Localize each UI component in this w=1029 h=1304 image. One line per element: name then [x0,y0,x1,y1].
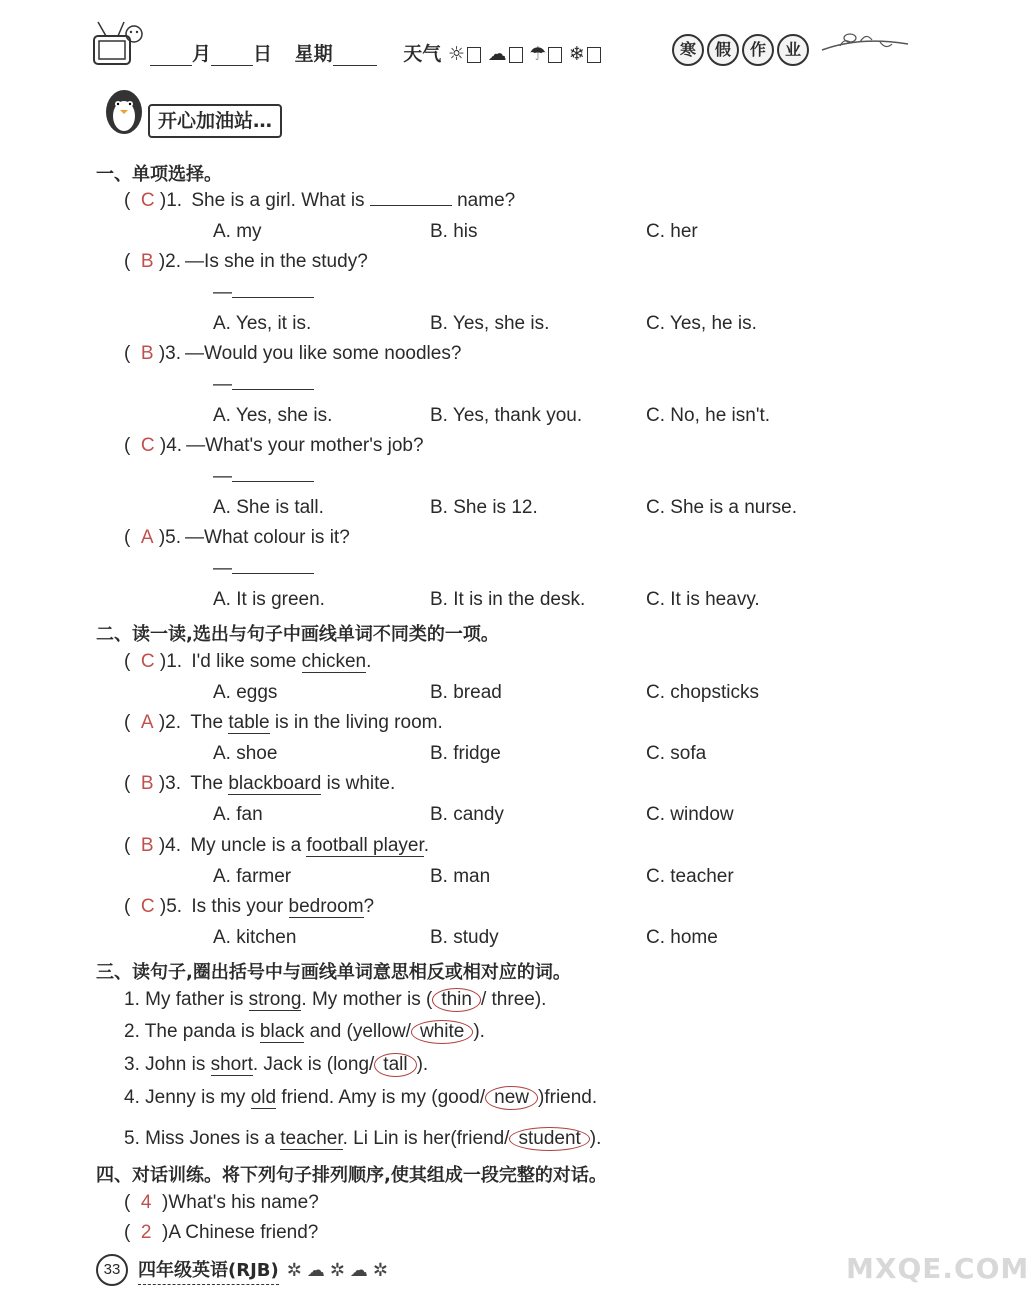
option-a[interactable]: A. fan [213,804,263,825]
s1-q2 [124,250,368,274]
day-blank[interactable] [211,47,253,66]
sentence-text-end: ). [473,1021,485,1042]
question-text: —What colour is it? [185,527,350,548]
section1-heading: 一、单项选择。 [96,164,222,185]
cloudy-icon: ☁ [487,43,507,65]
section2-heading: 二、读一读,选出与句子中画线单词不同类的一项。 [96,624,499,645]
question-text: Is this your [191,896,284,917]
underlined-word: bedroom [288,896,364,917]
option-b[interactable]: B. fridge [430,743,501,764]
penguin-icon [96,82,152,138]
day-label: 日 [253,43,273,65]
badge-char: 业 [777,34,809,66]
s2-q2 [124,711,443,735]
sentence-text: 3. John is [124,1054,206,1075]
option-c[interactable]: C. She is a nurse. [646,497,798,518]
answer-mark[interactable]: B [140,835,154,856]
sentence-text-mid: . My mother is ( [301,989,433,1010]
badge-char: 寒 [672,34,704,66]
order-number[interactable]: 2 [140,1222,152,1243]
option-c[interactable]: C. teacher [646,866,734,887]
question-text: She is a girl. What is [191,190,365,211]
cloudy-checkbox[interactable] [509,47,523,63]
underlined-word: old [250,1087,277,1108]
winter-homework-badges [672,34,812,66]
rain-checkbox[interactable] [548,47,562,63]
s3-line5 [124,1127,601,1151]
answer-mark[interactable]: B [140,343,154,364]
rain-icon: ☂ [529,43,547,65]
badge-char: 作 [742,34,774,66]
weekday-blank[interactable] [333,47,377,66]
answer-blank[interactable] [370,205,452,206]
answer-bracket: ( B [124,835,154,856]
question-text-end: . [366,651,372,672]
circled-answer[interactable]: white [411,1020,473,1044]
badge-char: 假 [707,34,739,66]
s4-line2 [124,1221,318,1245]
s1-q2-response [213,281,314,305]
s1-q4-response [213,465,314,489]
s3-line1 [124,988,546,1012]
sentence-text-end: ). [416,1054,429,1075]
tv-cartoon-icon [88,14,148,74]
question-number: )4. [159,435,183,456]
book-title: 四年级英语(RJB) [138,1256,279,1285]
circled-answer[interactable]: student [509,1127,589,1151]
option-a[interactable]: A. eggs [213,682,278,703]
s2-q4 [124,834,429,858]
option-a[interactable]: A. She is tall. [213,497,324,518]
question-text-end: . [423,835,430,856]
response-dash: — [213,558,232,579]
sentence-text: 2. The panda is [124,1021,255,1042]
option-a[interactable]: A. shoe [213,743,278,764]
option-a[interactable]: A. farmer [213,866,292,887]
answer-mark[interactable]: C [140,435,155,456]
s2-q1 [124,650,371,674]
question-text: —Is she in the study? [185,251,368,272]
s1-q3 [124,342,461,366]
response-blank[interactable] [232,481,314,482]
dialogue-text: )A Chinese friend? [162,1222,319,1243]
answer-mark[interactable]: C [140,651,155,672]
question-text: —What's your mother's job? [186,435,424,456]
weather-label: 天气 [403,43,442,65]
question-text-end: ? [363,896,375,917]
sentence-text-mid: . Jack is (long/ [252,1054,375,1075]
s4-line1 [124,1191,319,1215]
question-number: )3. [158,343,182,364]
sentence-text: 5. Miss Jones is a [124,1128,275,1149]
section4-heading: 四、对话训练。将下列句子排列顺序,使其组成一段完整的对话。 [96,1165,607,1186]
response-blank[interactable] [232,389,314,390]
underlined-word: football player [306,835,424,856]
footer [96,1254,388,1286]
answer-bracket: ( C [124,896,155,917]
answer-mark[interactable]: C [140,190,155,211]
answer-bracket: ( A [124,527,154,548]
sentence-text-mid: . Li Lin is her(friend/ [342,1128,510,1149]
s3-line4 [124,1086,597,1110]
option-b[interactable]: B. It is in the desk. [430,589,586,610]
response-blank[interactable] [232,297,314,298]
answer-bracket: ( C [124,651,155,672]
s1-q5-response [213,557,314,581]
option-a[interactable]: A. my [213,221,262,242]
order-number[interactable]: 4 [140,1192,152,1213]
answer-bracket: ( 2 [124,1222,152,1243]
question-text: —Would you like some noodles? [185,343,462,364]
question-number: )4. [158,835,182,856]
answer-bracket: ( A [124,712,154,733]
sentence-text-mid: and (yellow/ [309,1021,411,1042]
option-c[interactable]: C. home [646,927,718,948]
question-number: )5. [159,896,183,917]
sentence-text-end: ). [589,1128,602,1149]
page-number: 33 [96,1254,128,1286]
branch-bird-icon [820,26,910,66]
response-blank[interactable] [232,573,314,574]
circled-answer[interactable]: tall [374,1053,416,1077]
option-b[interactable]: B. Yes, thank you. [430,405,583,426]
answer-bracket: ( B [124,343,154,364]
month-blank[interactable] [150,47,192,66]
question-text-end: name? [457,190,516,211]
answer-bracket: ( C [124,435,155,456]
answer-bracket: ( B [124,251,154,272]
response-dash: — [213,282,232,303]
option-a[interactable]: A. Yes, it is. [213,313,312,334]
option-b[interactable]: B. man [430,866,491,887]
option-a[interactable]: A. It is green. [213,589,325,610]
branch-decoration [820,26,910,71]
option-a[interactable]: A. Yes, she is. [213,405,333,426]
response-dash: — [213,466,232,487]
option-c[interactable]: C. sofa [646,743,707,764]
s2-q5 [124,895,374,919]
s2-q3 [124,772,395,796]
sunny-icon: ☼ [447,43,465,65]
answer-mark[interactable]: B [140,773,154,794]
option-b[interactable]: B. candy [430,804,504,825]
sentence-text: 4. Jenny is my [124,1087,246,1108]
question-text: My uncle is a [190,835,302,856]
weekday-label: 星期 [294,43,333,65]
underlined-word: blackboard [228,773,322,794]
sentence-text-end: / three). [480,989,547,1010]
underlined-word: short [210,1054,253,1075]
underlined-word: table [228,712,270,733]
question-number: )3. [158,773,182,794]
question-text-end: is in the living room. [274,712,443,733]
dialogue-text: )What's his name? [162,1192,319,1213]
question-number: )1. [159,190,183,211]
response-dash: — [213,374,232,395]
sentence-text-end: )friend. [538,1087,598,1108]
underlined-word: strong [248,989,302,1010]
circled-answer[interactable]: new [485,1086,538,1110]
answer-mark[interactable]: C [140,896,155,917]
question-number: )2. [158,251,182,272]
answer-mark[interactable]: A [140,527,154,548]
banner-title: 开心加油站… [148,104,282,138]
question-text: The [190,773,224,794]
option-b[interactable]: B. Yes, she is. [430,313,550,334]
s1-q5 [124,526,350,550]
answer-mark[interactable]: B [140,251,154,272]
underlined-word: black [259,1021,305,1042]
watermark: MXQE.COM [846,1252,1029,1285]
option-c[interactable]: C. window [646,804,734,825]
s3-line3 [124,1053,428,1077]
underlined-word: teacher [280,1128,343,1149]
section3-heading: 三、读句子,圈出括号中与画线单词意思相反或相对应的词。 [96,962,571,983]
option-c[interactable]: C. No, he isn't. [646,405,771,426]
answer-bracket: ( C [124,190,155,211]
question-text-end: is white. [326,773,396,794]
penguin-mascot [96,82,152,143]
date-line [150,42,601,66]
s1-q4 [124,434,424,458]
option-a[interactable]: A. kitchen [213,927,297,948]
question-number: )1. [159,651,183,672]
question-text: The [190,712,224,733]
question-text: I'd like some [191,651,297,672]
option-c[interactable]: C. It is heavy. [646,589,760,610]
sentence-text: 1. My father is [124,989,244,1010]
snow-icon: ❄ [568,43,585,65]
header-decoration [88,14,148,74]
sentence-text-mid: friend. Amy is my (good/ [281,1087,486,1108]
snow-checkbox[interactable] [587,47,601,63]
circled-answer[interactable]: thin [432,988,481,1012]
option-b[interactable]: B. his [430,221,478,242]
month-label: 月 [192,43,212,65]
option-c[interactable]: C. chopsticks [646,682,759,703]
answer-bracket: ( 4 [124,1192,152,1213]
option-c[interactable]: C. her [646,221,698,242]
option-c[interactable]: C. Yes, he is. [646,313,757,334]
s3-line2 [124,1020,485,1044]
question-number: )2. [158,712,182,733]
answer-bracket: ( B [124,773,154,794]
option-b[interactable]: B. bread [430,682,502,703]
underlined-word: chicken [301,651,367,672]
option-b[interactable]: B. She is 12. [430,497,538,518]
answer-mark[interactable]: A [140,712,154,733]
option-b[interactable]: B. study [430,927,499,948]
question-number: )5. [158,527,182,548]
s1-q1 [124,189,515,213]
s1-q3-response [213,373,314,397]
cloud-decoration-icon: ✲ ☁ ✲ ☁ ✲ [286,1259,388,1280]
sunny-checkbox[interactable] [467,47,481,63]
